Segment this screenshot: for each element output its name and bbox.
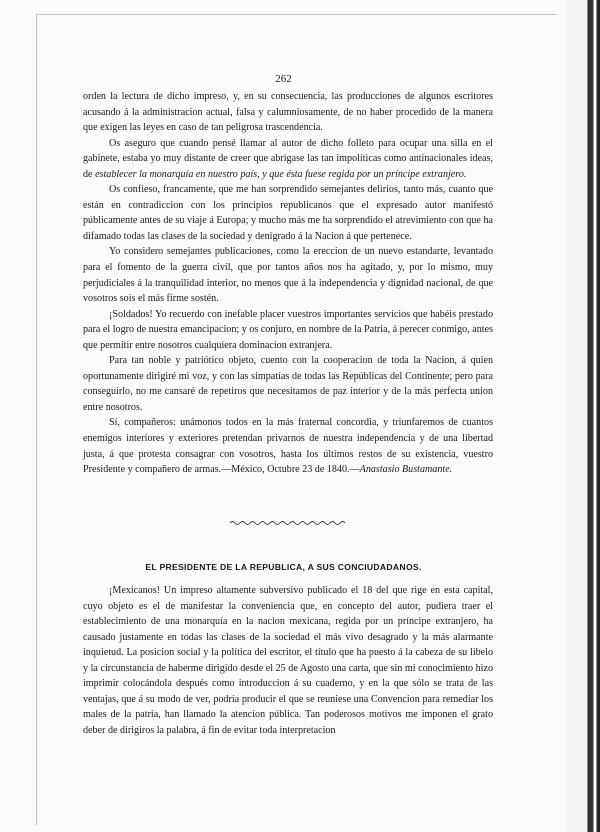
paragraph-1: orden la lectura de dicho impreso, y, en su consecuencia, las producciones de algunos escritores acusando á la administracion actual, falsa y calumniosamente, de no haber procedido de la manera que exigen las leyes en caso de tan peligrosa trascendencia. bbox=[83, 91, 493, 134]
paragraph-4: Yo considero semejantes publicaciones, como la ereccion de un nuevo estandarte, levantado para el fomento de la guerra civil, que por tantos años nos ha agitado, y, por lo mismo, muy perjudiciales á la tranquilidad interior, no menos que á la independencia y dignidad nacional, de que vosotros sois el más firme sostén. bbox=[83, 246, 493, 305]
paragraph-3: Os confieso, francamente, que me han sorprendido semejantes delirios, tanto más, cuanto que están en contradiccion con los principios republicanos que el expresado autor manifestó públicamente antes de su viaje á Europa; y mucho más me ha sorprendido el atrevimiento con que ha difamado todas las clases de la sociedad y denigrado á la Nacion á que pertenece. bbox=[83, 184, 493, 242]
paragraph-2: Os aseguro que cuando pensé llamar al autor de dicho folleto para ocupar una silla en el gabinete, estaba yo muy distante de creer que abrigase las tan impolíticas como antinacionales ideas, de establecer la monarquía en nuestro país, y que ésta fuese regida por un príncipe extranjero. bbox=[83, 137, 493, 180]
section-divider-ornament bbox=[230, 520, 345, 526]
paragraph-8: ¡Mexicanos! Un impreso altamente subversivo publicado el 18 del que rige en esta capital, cuyo objeto es el de manifestar la conveniencia que, en concepto del autor, pudiera traer el establecimiento de una monarquía en la nacion mexicana, regida por un príncipe extranjero, ha causado justamente en todas las clases de la sociedad el más vivo desagrado y la más alarmante inquietud. La posicion social y la política del escritor, el título que ha puesto á la cabeza de su libelo y la circunstancia de haberme dirigido desde el 25 de Agosto una carta, que sin mi conocimiento hizo imprimir colocándola después como introduccion á su cuaderno, y en la que sólo se trata de las ventajas, que á su modo de ver, podría producir el que se reuniese una Convencion para remediar los males de la patria, han llamado la atencion pública. Tan poderosos motivos me imponen el grato deber de dirigiros la palabra, á fin de evitar toda interpretacion bbox=[83, 585, 493, 736]
page-number: 262 bbox=[275, 73, 292, 85]
paragraph-5: ¡Soldados! Yo recuerdo con inefable placer vuestros importantes servicios que habéis prestado para el logro de nuestra emancipacion; y os conjuro, en nombre de la Patria, á perecer conmigo, antes que permitir entre nosotros cualquiera dominacion extranjera. bbox=[83, 308, 493, 351]
book-edge bbox=[567, 0, 600, 832]
body-text-bottom bbox=[83, 583, 493, 738]
body-text-top bbox=[83, 89, 493, 478]
section-heading: EL PRESIDENTE DE LA REPUBLICA, A SUS CONCIUDADANOS. bbox=[145, 562, 422, 572]
paragraph-6: Para tan noble y patriótico objeto, cuento con la cooperacion de toda la Nacion, á quien oportunamente dirigiré mi voz, y con las simpatías de todas las Repúblicas del Continente; pero para conseguirlo, no me cansaré de repetiros que necesitamos de paz interior y de la más perfecta union entre nosotros. bbox=[83, 355, 493, 413]
paragraph-7: Sí, compañeros: unámonos todos en la más fraternal concordia, y triunfaremos de cuantos enemigos interiores y exteriores pretendan privarnos de nuestra independencia y de una libertad justa, á que protesta consagrar con vosotros, hasta los últimos restos de su existencia, vuestro Presidente y compañero de armas.—México, Octubre 23 de 1840.—Anastasio Bustamante. bbox=[83, 417, 493, 476]
